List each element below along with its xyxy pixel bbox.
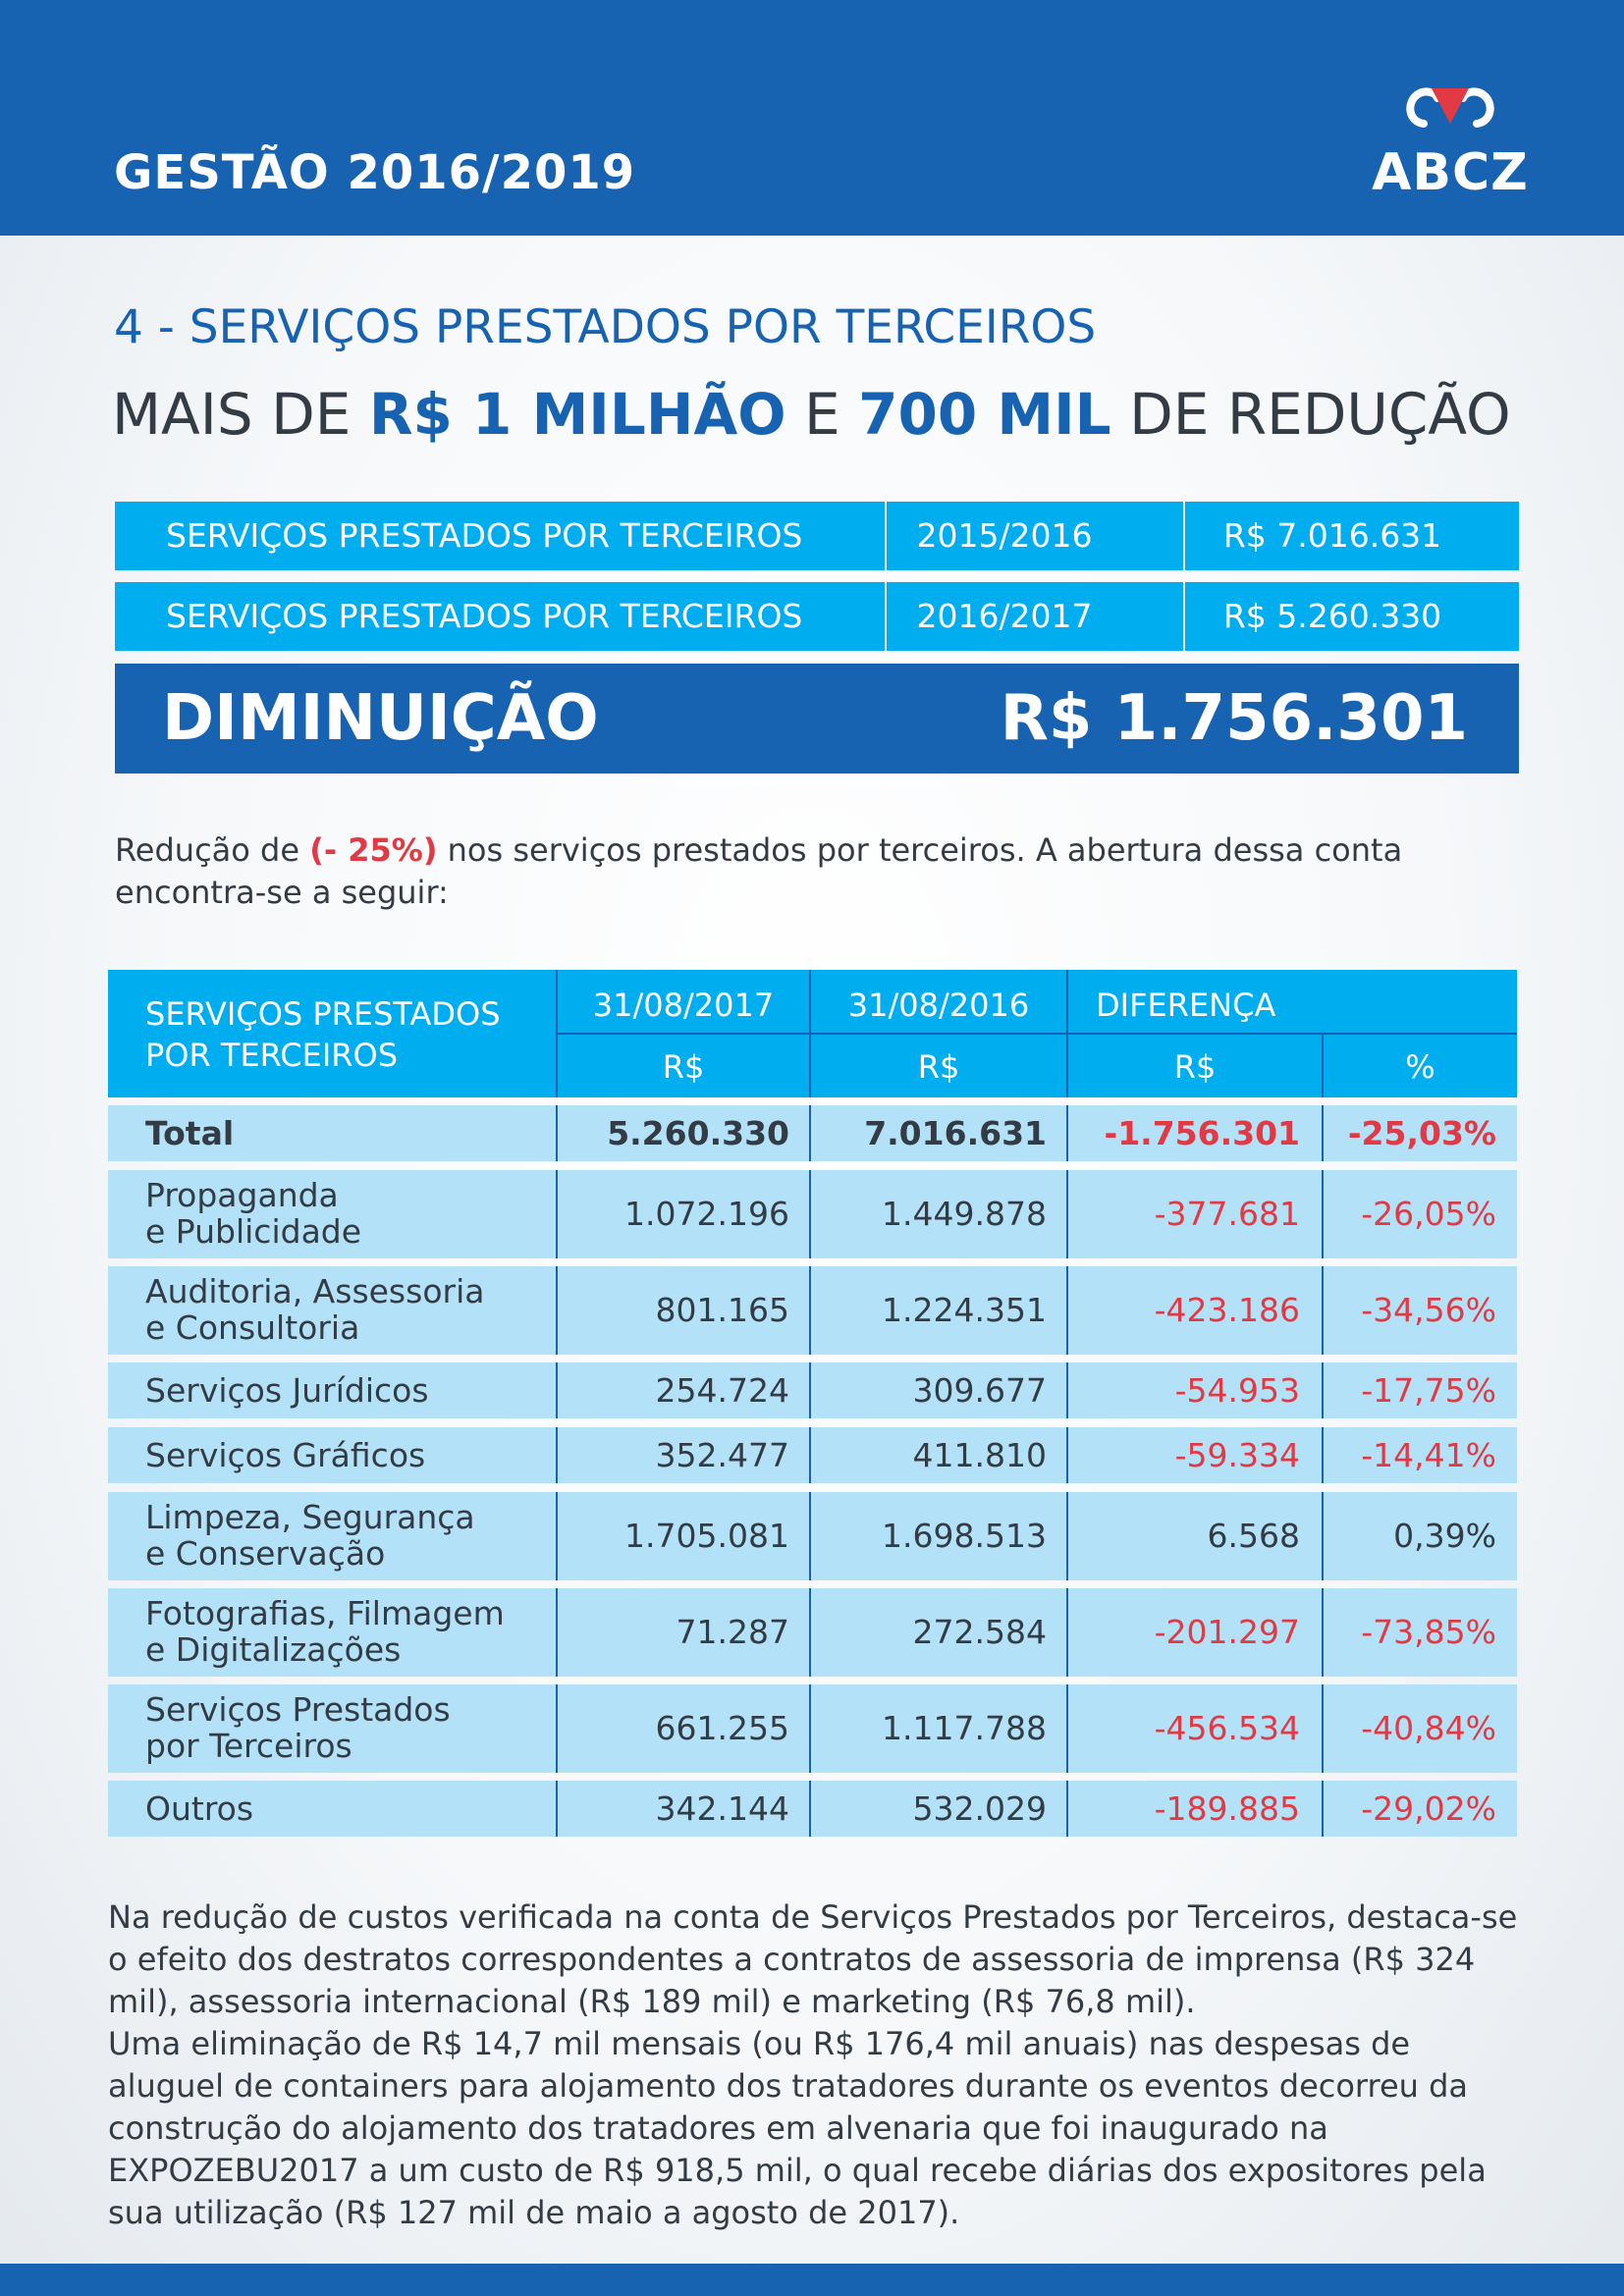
row-label-line2: e Conservação bbox=[145, 1534, 386, 1573]
intro-percent-highlight: (- 25%) bbox=[309, 831, 438, 869]
value-2017: 342.144 bbox=[655, 1789, 789, 1828]
value-2016: 1.449.878 bbox=[882, 1195, 1047, 1233]
intro-part: Redução de bbox=[115, 831, 310, 869]
table-header bbox=[108, 970, 1517, 1097]
value-difference: -456.534 bbox=[1154, 1709, 1300, 1747]
value-percent: -14,41% bbox=[1361, 1436, 1496, 1474]
value-2016: 1.117.788 bbox=[882, 1709, 1047, 1747]
closing-paragraph-1: Na redução de custos verificada na conta de Serviços Prestados por Terceiros, destaca-se o efeito dos destratos correspondentes a contratos de assessoria de imprensa (R$ 324 mil), assessoria internacional (R$ 189 mil) e marketing (R$ 76,8 mil). bbox=[108, 1898, 1518, 2020]
summary-label: SERVIÇOS PRESTADOS POR TERCEIROS bbox=[166, 516, 803, 555]
table-row-total bbox=[108, 1105, 1517, 1161]
subtitle-part: E bbox=[785, 381, 859, 448]
header-title: GESTÃO 2016/2019 bbox=[114, 145, 636, 200]
value-difference: -1.756.301 bbox=[1104, 1114, 1300, 1152]
row-label-line1: Outros bbox=[145, 1789, 254, 1828]
summary-value: R$ 5.260.330 bbox=[1222, 597, 1442, 635]
header-unit-difference: R$ bbox=[1173, 1048, 1217, 1086]
row-label bbox=[145, 1595, 505, 1668]
row-label-line1: Serviços Jurídicos bbox=[145, 1371, 429, 1410]
value-2016: 272.584 bbox=[912, 1613, 1047, 1651]
row-label-line2: e Publicidade bbox=[145, 1212, 362, 1251]
intro-text bbox=[115, 829, 1509, 914]
table-row bbox=[108, 1492, 1517, 1580]
subtitle-highlight-amount: R$ 1 MILHÃO bbox=[368, 381, 786, 448]
table-row bbox=[108, 1362, 1517, 1418]
value-percent: -34,56% bbox=[1361, 1291, 1496, 1329]
row-label bbox=[145, 1691, 451, 1764]
table-row bbox=[108, 1427, 1517, 1483]
row-label bbox=[145, 1177, 361, 1250]
value-percent: -29,02% bbox=[1361, 1789, 1496, 1828]
section-title: 4 - SERVIÇOS PRESTADOS POR TERCEIROS bbox=[114, 300, 1097, 354]
table-row bbox=[108, 1170, 1517, 1258]
value-percent: -73,85% bbox=[1361, 1613, 1496, 1651]
closing-text bbox=[108, 1896, 1532, 2234]
row-label-line1: Total bbox=[145, 1114, 235, 1152]
header-unit-2017: R$ bbox=[662, 1048, 705, 1086]
value-difference: -59.334 bbox=[1174, 1436, 1300, 1474]
value-percent: -25,03% bbox=[1347, 1114, 1496, 1152]
value-difference: -377.681 bbox=[1154, 1195, 1300, 1233]
value-2016: 411.810 bbox=[912, 1436, 1047, 1474]
row-label-line1: Limpeza, Segurança bbox=[145, 1498, 475, 1536]
value-percent: -17,75% bbox=[1361, 1371, 1496, 1410]
summary-label: SERVIÇOS PRESTADOS POR TERCEIROS bbox=[166, 597, 803, 635]
value-2017: 352.477 bbox=[655, 1436, 789, 1474]
header-col-services-line1: SERVIÇOS PRESTADOS bbox=[145, 995, 501, 1033]
summary-row bbox=[115, 582, 1519, 651]
table-row bbox=[108, 1684, 1517, 1773]
row-label-line2: e Consultoria bbox=[145, 1308, 360, 1347]
summary-period: 2015/2016 bbox=[916, 516, 1093, 555]
zebu-logo-icon bbox=[1402, 80, 1498, 137]
table-row bbox=[108, 1588, 1517, 1677]
row-label bbox=[145, 1499, 475, 1572]
value-difference: -54.953 bbox=[1174, 1371, 1300, 1410]
value-2017: 1.705.081 bbox=[624, 1517, 789, 1555]
row-label bbox=[145, 1437, 425, 1473]
value-2017: 661.255 bbox=[655, 1709, 789, 1747]
value-2016: 532.029 bbox=[912, 1789, 1047, 1828]
row-label bbox=[145, 1790, 253, 1827]
header-col-services bbox=[145, 993, 501, 1076]
value-difference: -201.297 bbox=[1154, 1613, 1300, 1651]
value-percent: -40,84% bbox=[1361, 1709, 1496, 1747]
subtitle-part: DE REDUÇÃO bbox=[1110, 381, 1511, 448]
value-2017: 254.724 bbox=[655, 1371, 789, 1410]
section-subtitle bbox=[112, 381, 1511, 448]
value-2016: 7.016.631 bbox=[864, 1114, 1047, 1152]
row-label-line2: e Digitalizações bbox=[145, 1630, 402, 1669]
value-2016: 1.698.513 bbox=[882, 1517, 1047, 1555]
value-2017: 71.287 bbox=[676, 1613, 789, 1651]
row-label-line1: Fotografias, Filmagem bbox=[145, 1594, 505, 1632]
summary-row bbox=[115, 502, 1519, 570]
header-percent: % bbox=[1405, 1048, 1435, 1086]
header-col-2017: 31/08/2017 bbox=[592, 987, 775, 1024]
row-label-line1: Auditoria, Assessoria bbox=[145, 1272, 485, 1310]
value-2016: 309.677 bbox=[912, 1371, 1047, 1410]
value-percent: 0,39% bbox=[1393, 1517, 1496, 1555]
row-label bbox=[145, 1273, 484, 1346]
row-label-line1: Serviços Gráficos bbox=[145, 1436, 426, 1474]
value-difference: -423.186 bbox=[1154, 1291, 1300, 1329]
decrease-label: DIMINUIÇÃO bbox=[162, 682, 599, 755]
decrease-value: R$ 1.756.301 bbox=[1000, 682, 1468, 755]
value-2016: 1.224.351 bbox=[882, 1291, 1047, 1329]
row-label-line2: por Terceiros bbox=[145, 1727, 352, 1765]
table-row bbox=[108, 1781, 1517, 1837]
value-2017: 1.072.196 bbox=[624, 1195, 789, 1233]
page-header bbox=[0, 0, 1624, 236]
value-2017: 5.260.330 bbox=[607, 1114, 789, 1152]
closing-paragraph-2: Uma eliminação de R$ 14,7 mil mensais (ou R$ 176,4 mil anuais) nas despesas de aluguel de containers para alojamento dos tratadores durante os eventos decorreu da construção do alojamento dos tratadores em alvenaria que foi inaugurado na EXPOZEBU2017 a um custo de R$ 918,5 mil, o qual recebe diárias dos expositores pela sua utilização (R$ 127 mil de maio a agosto de 2017). bbox=[108, 2025, 1487, 2231]
value-percent: -26,05% bbox=[1361, 1195, 1496, 1233]
header-col-difference: DIFERENÇA bbox=[1096, 987, 1276, 1024]
value-difference: -189.885 bbox=[1154, 1789, 1300, 1828]
value-2017: 801.165 bbox=[655, 1291, 789, 1329]
header-unit-2016: R$ bbox=[917, 1048, 960, 1086]
abcz-logo bbox=[1367, 80, 1534, 202]
intro-part: nos serviços prestados por terceiros. A abertura dessa conta encontra-se a seguir: bbox=[115, 831, 1403, 911]
subtitle-part: MAIS DE bbox=[112, 381, 369, 448]
value-difference: 6.568 bbox=[1207, 1517, 1300, 1555]
table-row bbox=[108, 1266, 1517, 1355]
subtitle-highlight-amount: 700 MIL bbox=[858, 381, 1111, 448]
header-col-2016: 31/08/2016 bbox=[847, 987, 1030, 1024]
footer-bar bbox=[0, 2264, 1624, 2296]
decrease-box bbox=[115, 664, 1519, 774]
row-label-line1: Propaganda bbox=[145, 1176, 339, 1214]
header-col-services-line2: POR TERCEIROS bbox=[145, 1037, 399, 1074]
row-label bbox=[145, 1372, 429, 1409]
row-label bbox=[145, 1115, 234, 1151]
row-label-line1: Serviços Prestados bbox=[145, 1690, 451, 1729]
summary-value: R$ 7.016.631 bbox=[1222, 516, 1442, 555]
summary-period: 2016/2017 bbox=[916, 597, 1093, 635]
logo-text: ABCZ bbox=[1372, 143, 1529, 202]
